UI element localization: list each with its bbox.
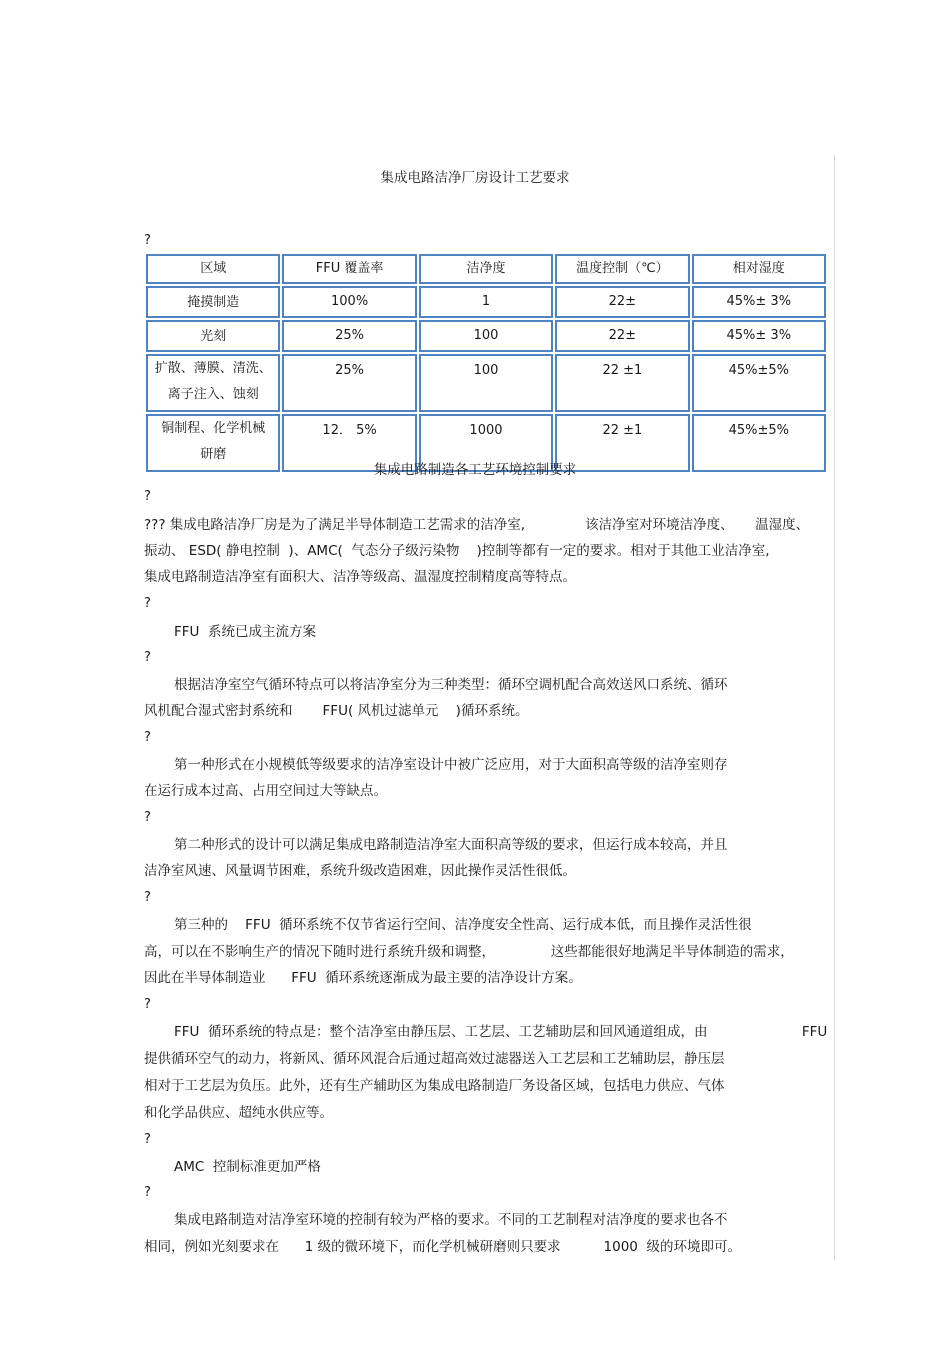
area-cell <box>146 354 280 412</box>
humidity-cell: 45%±5% <box>692 414 826 472</box>
humidity-cell: 45%± 3% <box>692 320 826 352</box>
question-marker: ? <box>144 997 151 1012</box>
temp-cell: 22 ±1 <box>555 354 689 412</box>
temp-cell: 22± <box>555 286 689 318</box>
header-cell: 温度控制（℃） <box>555 254 689 284</box>
ffu-cell: 12． 5% <box>282 414 416 472</box>
question-marker: ? <box>144 810 151 825</box>
header-cell: 区域 <box>146 254 280 284</box>
question-marker: ? <box>144 233 151 248</box>
header-cell: 相对湿度 <box>692 254 826 284</box>
paragraph-line: 相对于工艺层为负压。此外，还有生产辅助区为集成电路制造厂务设备区域，包括电力供应、气体 <box>144 1078 725 1094</box>
ffu-cell: 25% <box>282 320 416 352</box>
paragraph-line: 因此在半导体制造业 FFU 循环系统逐渐成为最主要的洁净设计方案。 <box>144 970 582 986</box>
paragraph-line: 提供循环空气的动力，将新风、循环风混合后通过超高效过滤器送入工艺层和工艺辅助层，静压层 <box>144 1051 725 1067</box>
paragraph-line: ??? 集成电路洁净厂房是为了满足半导体制造工艺需求的洁净室, 该洁净室对环境洁净度、 温湿度、 <box>144 517 810 533</box>
paragraph-line: 相同，例如光刻要求在 1 级的微环境下，而化学机械研磨则只要求 1000 级的环境即可。 <box>144 1239 741 1255</box>
page-margin-line <box>834 155 835 1260</box>
area-line: 研磨 <box>200 447 227 462</box>
paragraph-line: 风机配合湿式密封系统和 FFU( 风机过滤单元 )循环系统。 <box>144 703 529 719</box>
paragraph-line: 和化学品供应、超纯水供应等。 <box>144 1105 333 1121</box>
section-heading: AMC 控制标准更加严格 <box>174 1159 321 1175</box>
paragraph-line: 振动、 ESD( 静电控制 )、AMC( 气态分子级污染物 )控制等都有一定的要求。相对于其他工业洁净室, <box>144 543 770 559</box>
paragraph-line: 集成电路制造洁净室有面积大、洁净等级高、温湿度控制精度高等特点。 <box>144 569 576 585</box>
temp-cell: 22± <box>555 320 689 352</box>
question-marker: ? <box>144 1132 151 1147</box>
table-row <box>146 320 826 352</box>
area-line: 铜制程、化学机械 <box>161 421 266 436</box>
paragraph-line: 第二种形式的设计可以满足集成电路制造洁净室大面积高等级的要求，但运行成本较高，并且 <box>174 837 728 853</box>
section-heading: FFU 系统已成主流方案 <box>174 624 316 640</box>
area-line: 离子注入、蚀刻 <box>167 387 259 402</box>
question-marker: ? <box>144 1185 151 1200</box>
table-caption: 集成电路制造各工艺环境控制要求 <box>373 462 577 478</box>
paragraph-line: 集成电路制造对洁净室环境的控制有较为严格的要求。不同的工艺制程对洁净度的要求也各不 <box>174 1212 728 1228</box>
page-title: 集成电路洁净厂房设计工艺要求 <box>380 170 570 186</box>
paragraph-line: 洁净室风速、风量调节困难，系统升级改造困难，因此操作灵活性很低。 <box>144 863 576 879</box>
area-line: 光刻 <box>200 329 227 344</box>
humidity-cell: 45%± 3% <box>692 286 826 318</box>
clean-cell: 1 <box>419 286 553 318</box>
ffu-cell: 25% <box>282 354 416 412</box>
area-line: 扩散、薄膜、清洗、 <box>154 361 272 376</box>
table-row <box>146 354 826 412</box>
header-cell: FFU 覆盖率 <box>282 254 416 284</box>
clean-cell: 1000 <box>419 414 553 472</box>
question-marker: ? <box>144 489 151 504</box>
table-row <box>146 286 826 318</box>
temp-cell: 22 ±1 <box>555 414 689 472</box>
area-cell <box>146 286 280 318</box>
paragraph-line: 在运行成本过高、占用空间过大等缺点。 <box>144 783 387 799</box>
question-marker: ? <box>144 890 151 905</box>
humidity-cell: 45%±5% <box>692 354 826 412</box>
area-line: 掩摸制造 <box>187 295 240 310</box>
paragraph-line: 根据洁净室空气循环特点可以将洁净室分为三种类型：循环空调机配合高效送风口系统、循环 <box>174 677 728 693</box>
question-marker: ? <box>144 650 151 665</box>
question-marker: ? <box>144 730 151 745</box>
paragraph-line: 第三种的 FFU 循环系统不仅节省运行空间、洁净度安全性高、运行成本低，而且操作灵活性很 <box>174 917 752 933</box>
paragraph-line: FFU 循环系统的特点是：整个洁净室由静压层、工艺层、工艺辅助层和回风通道组成，由 FFU <box>174 1024 828 1040</box>
process-environment-table <box>144 252 828 474</box>
table-header-row <box>146 254 826 284</box>
question-marker: ? <box>144 596 151 611</box>
paragraph-line: 高，可以在不影响生产的情况下随时进行系统升级和调整， 这些都能很好地满足半导体制造的需求， <box>144 944 794 960</box>
clean-cell: 100 <box>419 320 553 352</box>
area-cell <box>146 320 280 352</box>
ffu-cell: 100% <box>282 286 416 318</box>
header-cell: 洁净度 <box>419 254 553 284</box>
paragraph-line: 第一种形式在小规模低等级要求的洁净室设计中被广泛应用，对于大面积高等级的洁净室则存 <box>174 757 728 773</box>
clean-cell: 100 <box>419 354 553 412</box>
